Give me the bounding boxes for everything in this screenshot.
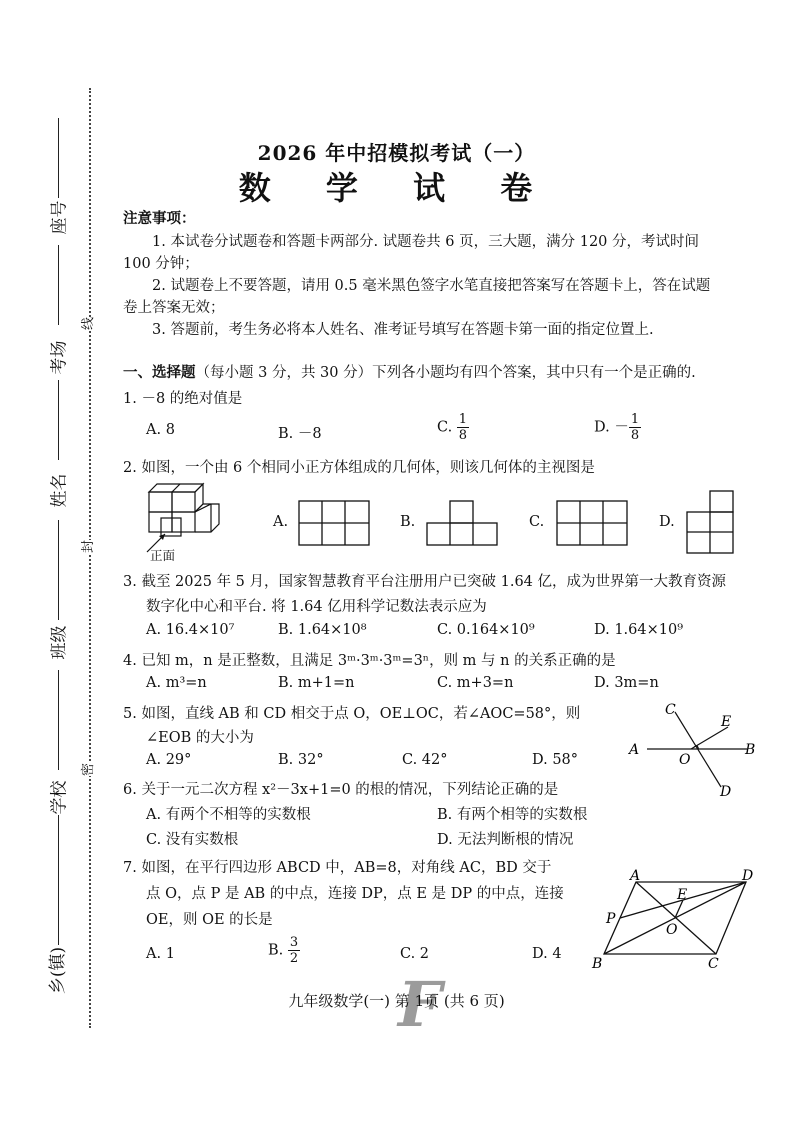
seal-dotted-line (89, 88, 91, 1028)
school-line (58, 670, 59, 770)
seat-no-label: 座号 (49, 200, 70, 235)
q3-line-2: 数字化中心和平台. 将 1.64 亿用科学记数法表示应为 (146, 599, 487, 615)
q6-stem: 6. 关于一元二次方程 x²－3x+1=0 的根的情况，下列结论正确的是 (123, 782, 559, 798)
q5-label-o: O (679, 752, 691, 768)
q4-option-a: A. m³=n (146, 675, 207, 691)
q5-label-a: A (629, 742, 640, 758)
q1-d-denominator: 8 (630, 428, 640, 443)
q7-option-b-label: B. (268, 942, 284, 959)
exam-room-line (58, 245, 59, 325)
exam-title: 2026 年中招模拟考试（一） (257, 141, 536, 165)
q3-option-b: B. 1.64×10⁸ (278, 622, 367, 638)
class-line (58, 520, 59, 620)
q2-option-b-view (426, 500, 498, 546)
q5-label-d: D (720, 784, 732, 800)
q2-stem: 2. 如图，一个由 6 个相同小正方体组成的几何体，则该几何体的主视图是 (123, 460, 595, 476)
q5-option-b: B. 32° (278, 752, 324, 768)
q7-line-1: 7. 如图，在平行四边形 ABCD 中，AB=8，对角线 AC，BD 交于 (123, 860, 552, 876)
q7-option-b (268, 935, 300, 966)
q7-line-2: 点 O，点 P 是 AB 的中点，连接 DP，点 E 是 DP 的中点，连接 (146, 886, 564, 902)
q5-option-c: C. 42° (402, 752, 448, 768)
q5-option-a: A. 29° (146, 752, 192, 768)
q1-option-c (437, 412, 469, 443)
seal-mark-line: 线 (75, 317, 98, 330)
q7-label-d: D (742, 868, 754, 884)
q1-option-c-fraction (457, 412, 469, 443)
q6-option-d: D. 无法判断根的情况 (437, 832, 574, 848)
seal-mark-seal: 封 (75, 540, 98, 553)
q7-label-b: B (592, 956, 603, 972)
notice-title: 注意事项： (123, 210, 196, 227)
seal-mark-secret: 密 (75, 763, 98, 776)
section-1-heading (123, 361, 696, 382)
name-label: 姓名 (49, 473, 70, 508)
section-1-heading-rest: （每小题 3 分，共 30 分）下列各小题均有四个答案，其中只有一个是正确的. (195, 365, 696, 381)
q1-option-d (594, 412, 641, 443)
q5-label-b: B (745, 742, 756, 758)
q7-label-a: A (630, 868, 641, 884)
q2-option-a-label: A. (273, 514, 289, 530)
q5-label-e: E (721, 714, 732, 730)
q1-option-a: A. 8 (146, 422, 175, 438)
q3-option-a: A. 16.4×10⁷ (146, 622, 235, 638)
q1-option-d-label: D. － (594, 419, 629, 436)
q7-b-numerator: 3 (289, 935, 299, 950)
watermark-logo: F (398, 968, 443, 1041)
q6-option-a: A. 有两个不相等的实数根 (146, 807, 311, 823)
q7-line-3: OE，则 OE 的长是 (146, 912, 273, 928)
q1-option-d-fraction (629, 412, 641, 443)
notice-item-2-line-2: 卷上答案无效； (123, 300, 225, 316)
q2-option-a-view (298, 500, 370, 546)
q1-option-c-label: C. (437, 419, 453, 436)
q7-b-denominator: 2 (289, 951, 299, 966)
q5-figure (625, 700, 775, 800)
q5-line-2: ∠EOB 的大小为 (146, 730, 254, 746)
q1-c-numerator: 1 (458, 412, 468, 427)
q5-option-d: D. 58° (532, 752, 579, 768)
town-label: 乡(镇) (48, 946, 69, 995)
class-label: 班级 (49, 625, 70, 660)
name-line (58, 380, 59, 460)
q7-label-p: P (606, 911, 616, 927)
subject-title: 数 学 试 卷 (238, 169, 555, 207)
notice-item-1-line-1: 1. 本试卷分试题卷和答题卡两部分. 试题卷共 6 页，三大题，满分 120 分，考试时间 (152, 234, 699, 250)
q1-c-denominator: 8 (458, 428, 468, 443)
q4-stem: 4. 已知 m，n 是正整数，且满足 3ᵐ·3ᵐ·3ᵐ=3ⁿ，则 m 与 n 的关系正确的是 (123, 653, 616, 669)
q3-option-c: C. 0.164×10⁹ (437, 622, 535, 638)
q7-option-d: D. 4 (532, 946, 562, 962)
q2-option-c-view (556, 500, 628, 546)
school-label: 学校 (49, 780, 70, 815)
q4-option-b: B. m+1=n (278, 675, 355, 691)
q3-option-d: D. 1.64×10⁹ (594, 622, 684, 638)
q6-option-b: B. 有两个相等的实数根 (437, 807, 588, 823)
q5-label-c: C (665, 702, 676, 718)
q1-d-numerator: 1 (630, 412, 640, 427)
exam-room-label: 考场 (49, 340, 70, 375)
section-1-heading-bold: 一、选择题 (123, 364, 196, 381)
q2-option-b-label: B. (400, 514, 416, 530)
notice-item-1-line-2: 100 分钟； (123, 256, 199, 272)
q2-front-label: 正面 (150, 548, 176, 563)
q7-label-o: O (666, 922, 678, 938)
q1-stem: 1. －8 的绝对值是 (123, 391, 243, 407)
q7-label-c: C (708, 956, 719, 972)
q4-option-c: C. m+3=n (437, 675, 514, 691)
q7-option-c: C. 2 (400, 946, 430, 962)
q2-option-d-label: D. (659, 514, 675, 530)
q7-label-e: E (677, 887, 688, 903)
q7-figure (588, 868, 763, 972)
q6-option-c: C. 没有实数根 (146, 832, 239, 848)
q7-option-b-fraction (288, 935, 300, 966)
q2-option-c-label: C. (529, 514, 545, 530)
q4-option-d: D. 3m=n (594, 675, 659, 691)
notice-item-3: 3. 答题前，考生务必将本人姓名、准考证号填写在答题卡第一面的指定位置上. (152, 322, 654, 338)
q1-option-b: B. －8 (278, 426, 322, 442)
q7-option-a: A. 1 (146, 946, 175, 962)
notice-item-2-line-1: 2. 试题卷上不要答题，请用 0.5 毫米黑色签字水笔直接把答案写在答题卡上，答在试题 (152, 278, 711, 294)
town-line (58, 815, 59, 945)
q3-line-1: 3. 截至 2025 年 5 月，国家智慧教育平台注册用户已突破 1.64 亿，成为世界第一大教育资源 (123, 574, 727, 590)
q5-line-1: 5. 如图，直线 AB 和 CD 相交于点 O，OE⊥OC，若∠AOC=58°，则 (123, 706, 581, 722)
page-footer: 九年级数学(一) 第 1页 (共 6 页) (288, 992, 505, 1010)
q2-option-d-view (686, 490, 734, 554)
